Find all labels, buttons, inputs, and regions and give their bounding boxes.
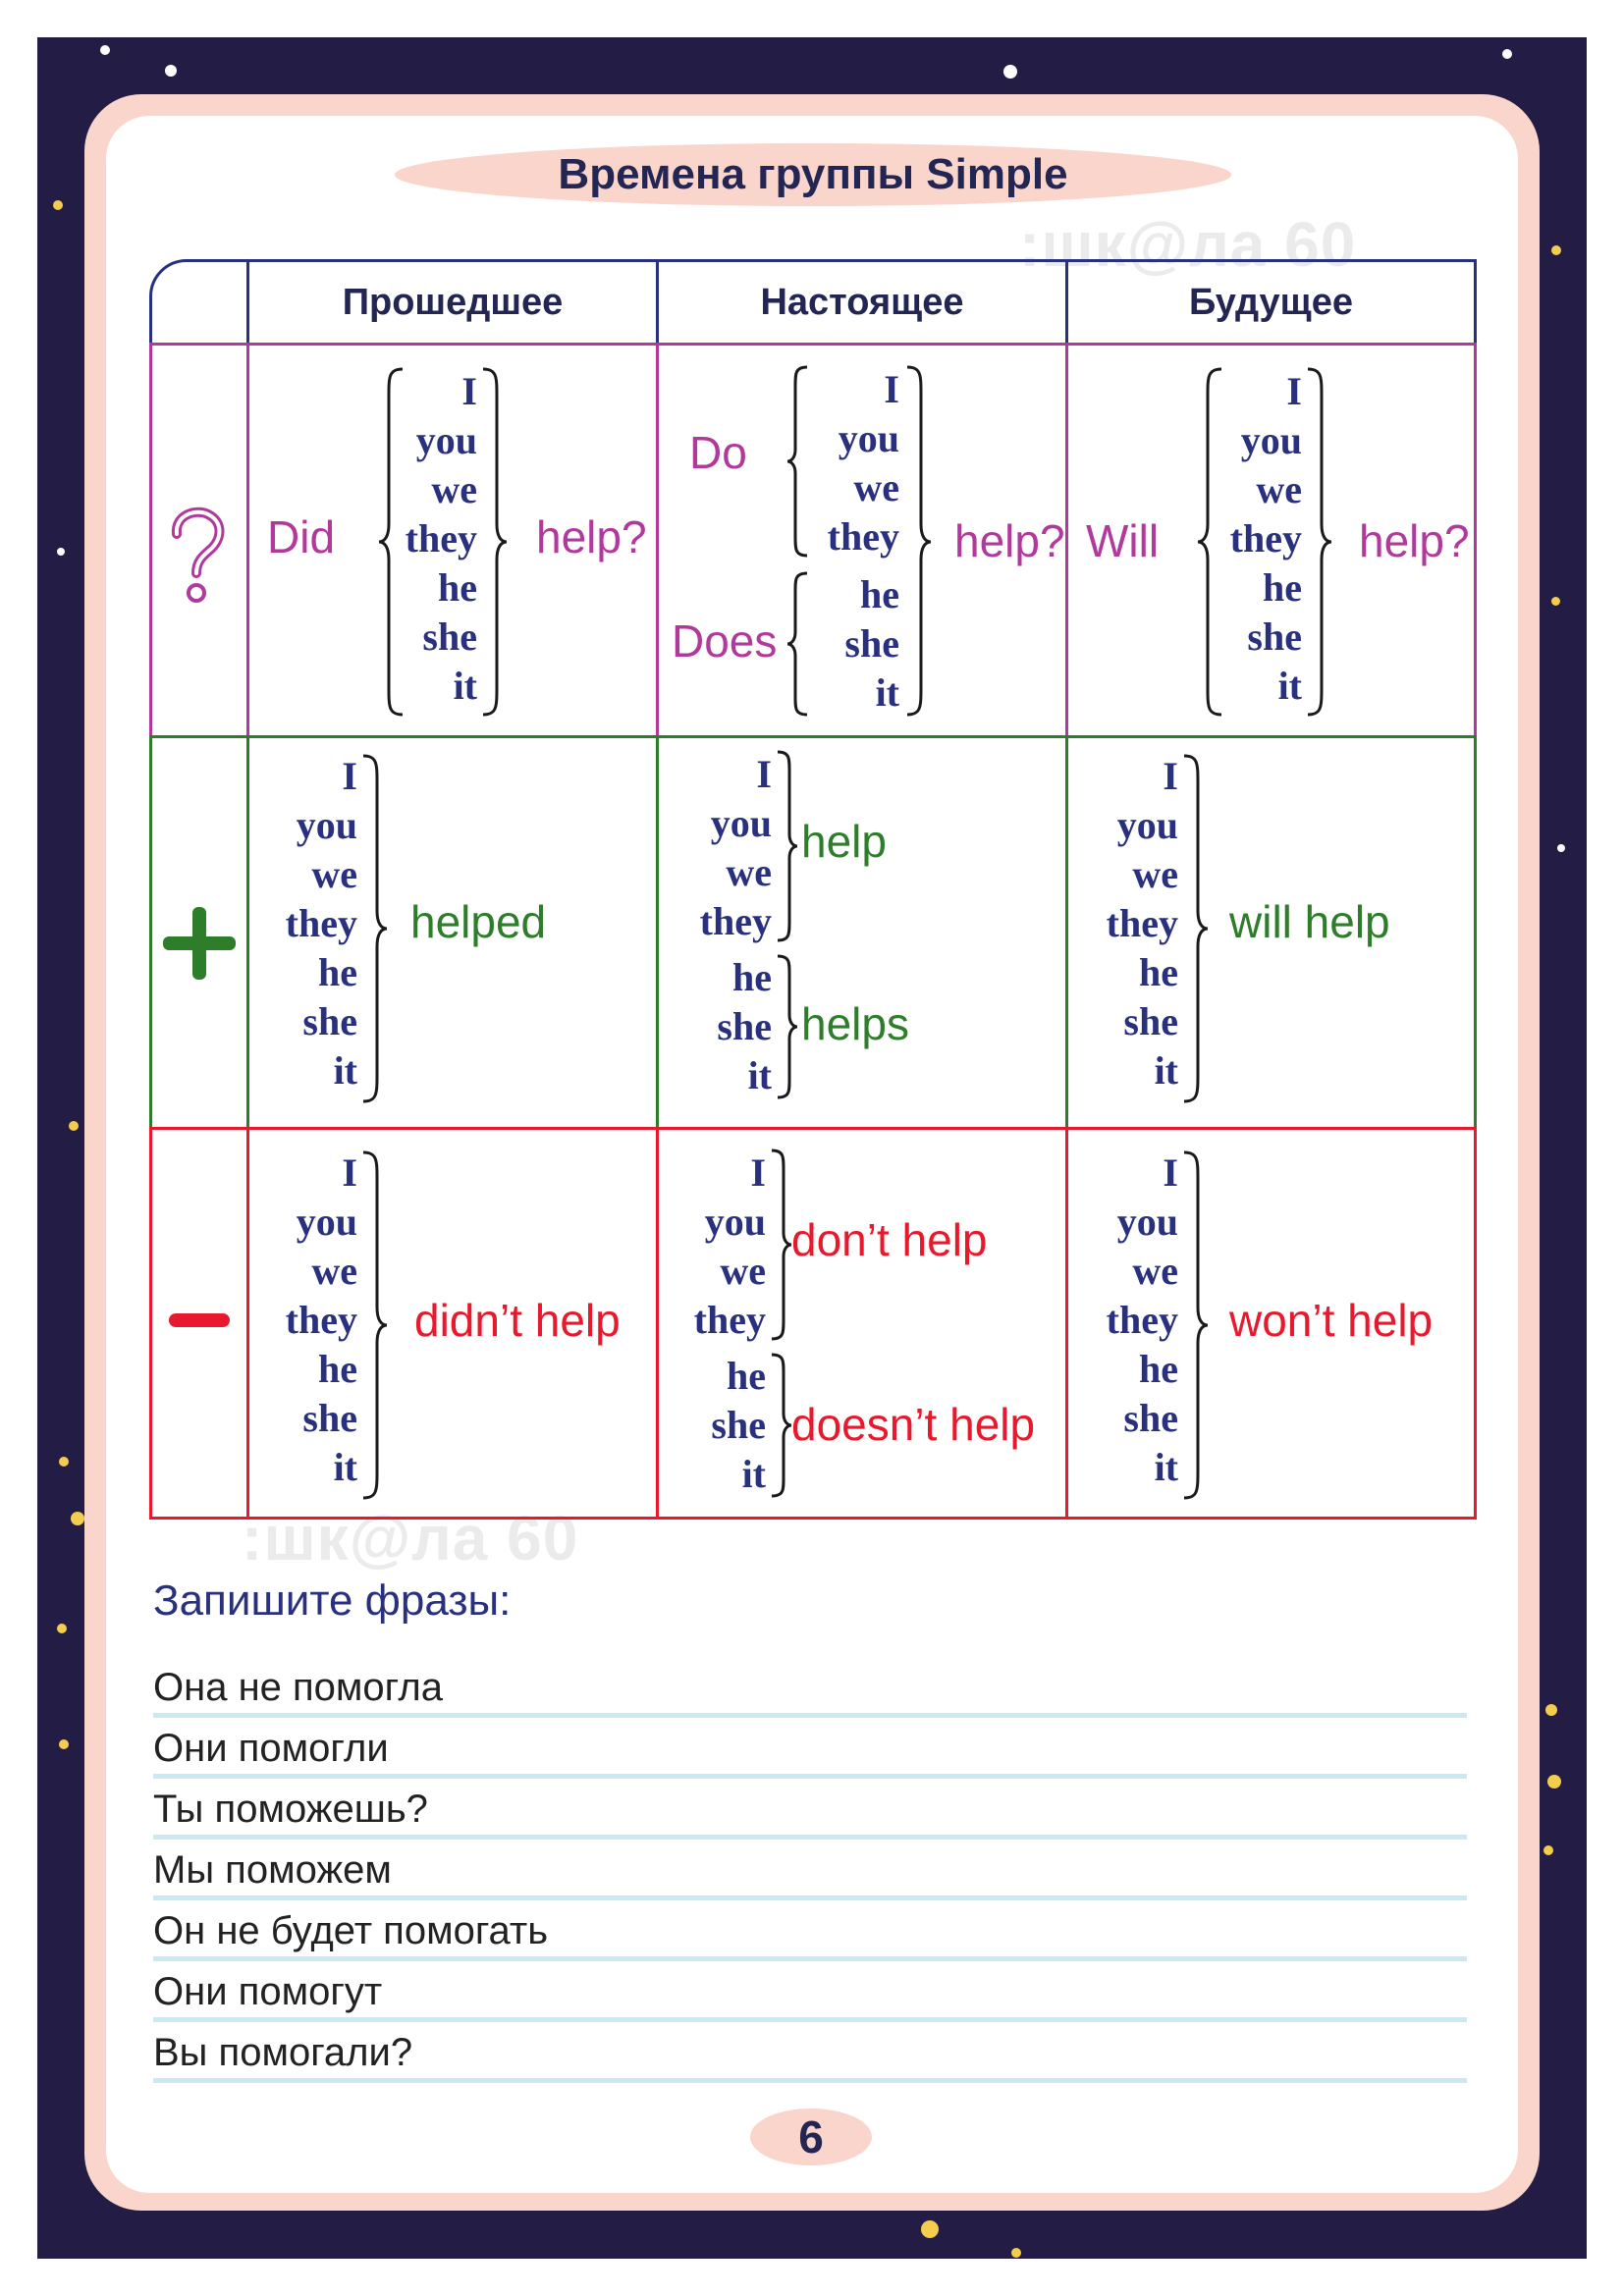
- right-brace: [359, 1150, 389, 1500]
- pronoun-list-singular: he she it: [711, 1354, 766, 1496]
- plus-icon: [163, 907, 236, 980]
- positive-past-verb: helped: [410, 896, 547, 947]
- star-dot: [57, 1624, 67, 1633]
- pronoun-list-plural: I you we they: [699, 752, 772, 943]
- minus-icon: [169, 1311, 230, 1331]
- exercise-line[interactable]: Мы поможем: [153, 1840, 1467, 1900]
- right-brace: [774, 750, 799, 942]
- exercise-line[interactable]: Ты поможешь?: [153, 1779, 1467, 1840]
- star-dot: [1545, 1704, 1557, 1716]
- right-brace: [768, 1353, 793, 1498]
- tense-table: [149, 259, 1477, 1520]
- negative-present-verb-singular: doesn’t help: [791, 1399, 1036, 1450]
- star-dot: [59, 1739, 69, 1749]
- question-present-verb: help?: [954, 515, 1065, 566]
- star-dot: [1551, 597, 1560, 606]
- pronoun-list: I you we they he she it: [1106, 754, 1178, 1093]
- exercise-line[interactable]: Они помогут: [153, 1961, 1467, 2022]
- star-dot: [1011, 2248, 1021, 2258]
- star-dot: [165, 65, 177, 77]
- page-title: Времена группы Simple: [558, 150, 1068, 198]
- exercise-line[interactable]: Он не будет помогать: [153, 1900, 1467, 1961]
- question-past-aux: Did: [267, 511, 336, 562]
- star-dot: [53, 200, 63, 210]
- pronoun-list-plural: I you we they: [827, 367, 899, 559]
- question-icon: [167, 507, 228, 605]
- watermark: :шк@ла 60: [242, 1503, 579, 1574]
- star-dot: [57, 548, 65, 556]
- watermark: :шк@ла 60: [1019, 209, 1357, 280]
- header-corner-cell: [149, 259, 249, 346]
- positive-present-verb-singular: helps: [801, 998, 909, 1049]
- pronoun-list: I you we they he she it: [285, 1150, 357, 1489]
- right-brace: [1304, 367, 1333, 717]
- question-future-verb: help?: [1359, 515, 1470, 566]
- pronoun-list: I you we they he she it: [285, 754, 357, 1093]
- exercise-line[interactable]: Они помогли: [153, 1718, 1467, 1779]
- page-number: 6: [750, 2109, 872, 2165]
- negative-future-verb: won’t help: [1229, 1295, 1434, 1346]
- star-dot: [59, 1457, 69, 1467]
- right-brace: [1180, 1150, 1210, 1500]
- star-dot: [100, 45, 110, 55]
- question-future-aux: Will: [1086, 515, 1160, 566]
- star-dot: [921, 2220, 939, 2238]
- header-future: Будущее: [1065, 259, 1477, 346]
- exercise-line[interactable]: Она не помогла: [153, 1657, 1467, 1718]
- star-dot: [1502, 49, 1512, 59]
- negative-past-verb: didn’t help: [414, 1295, 621, 1346]
- star-dot: [1551, 245, 1561, 255]
- header-present: Настоящее: [656, 259, 1068, 346]
- right-brace: [479, 367, 509, 717]
- positive-present-verb-plural: help: [801, 816, 887, 867]
- star-dot: [69, 1121, 79, 1131]
- pronoun-list: I you we they he she it: [405, 369, 477, 708]
- star-dot: [1557, 844, 1565, 852]
- star-dot: [71, 1512, 84, 1525]
- exercise-instruction: Запишите фразы:: [153, 1576, 512, 1625]
- right-brace: [359, 754, 389, 1103]
- right-brace: [1180, 754, 1210, 1103]
- star-dot: [1547, 1775, 1561, 1789]
- question-past-verb: help?: [536, 511, 647, 562]
- title-banner: [395, 143, 1231, 206]
- positive-future-verb: will help: [1229, 896, 1390, 947]
- right-brace: [903, 365, 933, 717]
- right-brace: [768, 1148, 793, 1341]
- header-past: Прошедшее: [246, 259, 659, 346]
- exercise-line[interactable]: Вы помогали?: [153, 2022, 1467, 2083]
- negative-present-verb-plural: don’t help: [791, 1214, 988, 1265]
- question-present-aux-plural: Do: [689, 427, 747, 478]
- pronoun-list: I you we they he she it: [1229, 369, 1302, 708]
- pronoun-list: I you we they he she it: [1106, 1150, 1178, 1489]
- right-brace: [774, 954, 799, 1099]
- pronoun-list-plural: I you we they: [693, 1150, 766, 1342]
- pronoun-list-singular: he she it: [717, 955, 772, 1097]
- star-dot: [1543, 1845, 1553, 1855]
- question-present-aux-singular: Does: [672, 615, 778, 667]
- star-dot: [1003, 65, 1017, 79]
- pronoun-list-singular: he she it: [844, 572, 899, 715]
